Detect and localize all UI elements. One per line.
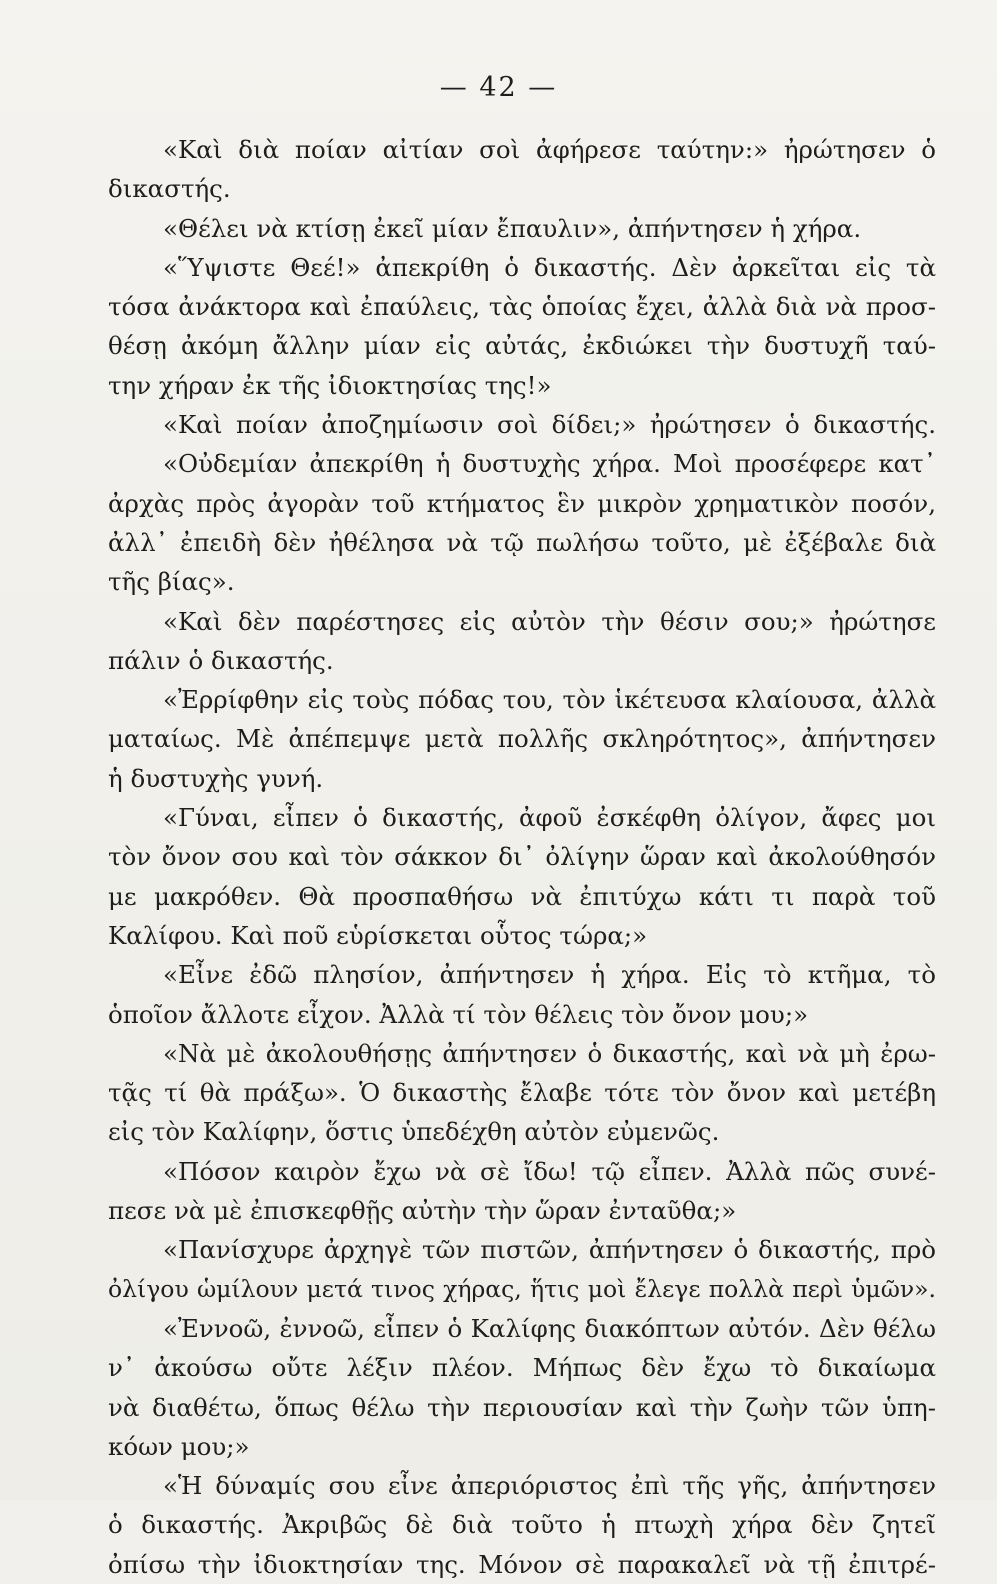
- text-line: «Καὶ δὲν παρέστησες εἰς αὐτὸν τὴν θέσιν σου;» ἠρώτησε: [163, 606, 936, 636]
- text-line: «Ὕψιστε Θεέ!» ἀπεκρίθη ὁ δικαστής. Δὲν ἀρκεῖται εἰς τὰ: [163, 252, 936, 282]
- text-line: «Πανίσχυρε ἀρχηγὲ τῶν πιστῶν, ἀπήντησεν ὁ δικαστής, πρὸ: [163, 1235, 936, 1265]
- text-line: ἀλλ᾽ ἐπειδὴ δὲν ἠθέλησα νὰ τῷ πωλήσω τοῦτο, μὲ ἐξέβαλε διὰ: [108, 527, 936, 557]
- text-line: «Οὐδεμίαν ἀπεκρίθη ἡ δυστυχὴς χήρα. Μοὶ προσέφερε κατ᾽: [163, 449, 936, 479]
- text-line: «Θέλει νὰ κτίσῃ ἐκεῖ μίαν ἔπαυλιν», ἀπήντησεν ἡ χήρα.: [163, 213, 862, 243]
- text-line: πεσε νὰ μὲ ἐπισκεφθῇς αὐτὴν τὴν ὥραν ἐνταῦθα;»: [108, 1196, 737, 1226]
- text-line: εἰς τὸν Καλίφην, ὅστις ὑπεδέχθη αὐτὸν εὐμενῶς.: [108, 1117, 720, 1147]
- text-line: ὁποῖον ἄλλοτε εἶχον. Ἀλλὰ τί τὸν θέλεις τὸν ὄνον μου;»: [108, 999, 809, 1029]
- text-line: Καλίφου. Καὶ ποῦ εὑρίσκεται οὗτος τώρα;»: [108, 920, 648, 950]
- text-line: πάλιν ὁ δικαστής.: [108, 645, 334, 675]
- text-line: τῆς βίας».: [108, 567, 235, 597]
- text-line: «Εἶνε ἐδῶ πλησίον, ἀπήντησεν ἡ χήρα. Εἰς τὸ κτῆμα, τὸ: [163, 960, 936, 990]
- text-line: ὀπίσω τὴν ἰδιοκτησίαν της. Μόνον σὲ παρακαλεῖ νὰ τῇ ἐπιτρέ-: [108, 1549, 936, 1579]
- text-line: τόσα ἀνάκτορα καὶ ἐπαύλεις, τὰς ὁποίας ἔχει, ἀλλὰ διὰ νὰ προσ-: [108, 292, 936, 322]
- text-line: ν᾽ ἀκούσω οὔτε λέξιν πλέον. Μήπως δὲν ἔχω τὸ δικαίωμα: [108, 1353, 936, 1383]
- text-line: «Καὶ διὰ ποίαν αἰτίαν σοὶ ἀφήρεσε ταύτην:» ἠρώτησεν ὁ: [163, 135, 936, 164]
- text-line: «Ἡ δύναμίς σου εἶνε ἀπεριόριστος ἐπὶ τῆς γῆς, ἀπήντησεν: [163, 1471, 936, 1501]
- text-line: ἀρχὰς πρὸς ἀγορὰν τοῦ κτήματος ἓν μικρὸν χρηματικὸν ποσόν,: [108, 488, 936, 518]
- text-line: ἡ δυστυχὴς γυνή.: [108, 763, 324, 793]
- text-line: «Γύναι, εἶπεν ὁ δικαστής, ἀφοῦ ἐσκέφθη ὀλίγον, ἄφες μοι: [163, 803, 936, 833]
- page-text: [108, 130, 936, 1584]
- text-line: τᾷς τί θὰ πράξω». Ὁ δικαστὴς ἔλαβε τότε τὸν ὄνον καὶ μετέβη: [108, 1078, 936, 1108]
- text-line: ὁ δικαστής. Ἀκριβῶς δὲ διὰ τοῦτο ἡ πτωχὴ χήρα δὲν ζητεῖ: [108, 1510, 936, 1540]
- text-line: θέσῃ ἀκόμη ἄλλην μίαν εἰς αὐτάς, ἐκδιώκει τὴν δυστυχῆ ταύ-: [108, 331, 936, 361]
- text-line: την χήραν ἐκ τῆς ἰδιοκτησίας της!»: [108, 370, 552, 400]
- text-line: δικαστής.: [108, 174, 231, 204]
- text-line: «Πόσον καιρὸν ἔχω νὰ σὲ ἴδω! τῷ εἶπεν. Ἀλλὰ πῶς συνέ-: [163, 1156, 936, 1186]
- page-number: — 42 —: [439, 72, 558, 103]
- text-line: «Ἐννοῶ, ἐννοῶ, εἶπεν ὁ Καλίφης διακόπτων αὐτόν. Δὲν θέλω: [163, 1313, 936, 1343]
- text-line: «Καὶ ποίαν ἀποζημίωσιν σοὶ δίδει;» ἠρώτησεν ὁ δικαστής.: [163, 410, 936, 440]
- text-line: ὀλίγου ὡμίλουν μετά τινος χήρας, ἥτις μοὶ ἔλεγε πολλὰ περὶ ὑμῶν».: [108, 1274, 936, 1303]
- text-line: «Ἐρρίφθην εἰς τοὺς πόδας του, τὸν ἱκέτευσα κλαίουσα, ἀλλὰ: [163, 685, 936, 715]
- text-line: ματαίως. Μὲ ἀπέπεμψε μετὰ πολλῆς σκληρότητος», ἀπήντησεν: [108, 724, 936, 754]
- text-line: με μακρόθεν. Θὰ προσπαθήσω νὰ ἐπιτύχω κάτι τι παρὰ τοῦ: [108, 881, 936, 911]
- text-line: τὸν ὄνον σου καὶ τὸν σάκκον δι᾽ ὀλίγην ὥραν καὶ ἀκολούθησόν: [108, 842, 936, 872]
- text-line: κόων μου;»: [108, 1431, 250, 1461]
- text-line: «Νὰ μὲ ἀκολουθήσῃς ἀπήντησεν ὁ δικαστής, καὶ νὰ μὴ ἐρω-: [163, 1038, 936, 1068]
- text-line: νὰ διαθέτω, ὅπως θέλω τὴν περιουσίαν καὶ τὴν ζωὴν τῶν ὑπη-: [108, 1392, 936, 1422]
